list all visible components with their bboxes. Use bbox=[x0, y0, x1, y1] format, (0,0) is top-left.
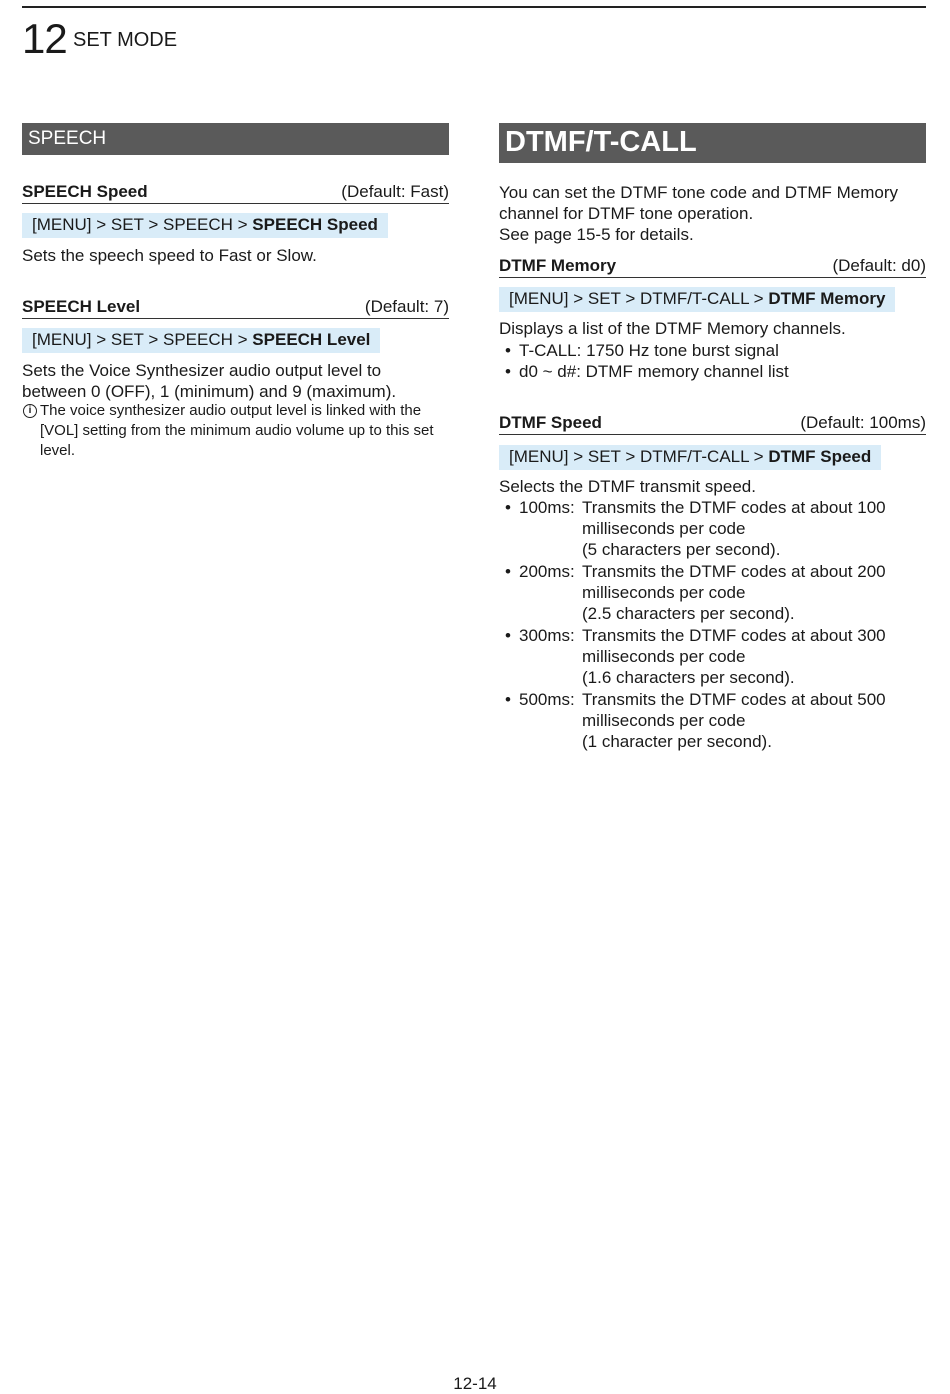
dtmf-section-title: DTMF/T-CALL bbox=[499, 123, 926, 163]
option-label: 200ms: bbox=[519, 562, 575, 581]
menu-path-item: SPEECH Speed bbox=[252, 215, 378, 234]
header-rule bbox=[22, 6, 926, 8]
option-desc: Transmits the DTMF codes at about 200 milliseconds per code bbox=[582, 562, 886, 602]
menu-path-item: DTMF Speed bbox=[768, 447, 872, 466]
menu-path-prefix: [MENU] > SET > DTMF/T-CALL > bbox=[509, 447, 769, 466]
menu-path-item: DTMF Memory bbox=[768, 289, 886, 308]
option-rate: (5 characters per second). bbox=[582, 540, 781, 559]
dtmf-memory-default: (Default: d0) bbox=[832, 256, 926, 275]
option-label: 300ms: bbox=[519, 626, 575, 645]
chapter-title: SET MODE bbox=[73, 29, 178, 51]
speech-speed-menu-path bbox=[22, 213, 388, 238]
dtmf-speed-menu-path bbox=[499, 445, 881, 470]
option-desc: Transmits the DTMF codes at about 500 milliseconds per code bbox=[582, 690, 886, 730]
page-number: 12-14 bbox=[453, 1374, 497, 1393]
dtmf-speed-description: Selects the DTMF transmit speed. bbox=[499, 477, 756, 496]
option-desc: Transmits the DTMF codes at about 300 milliseconds per code bbox=[582, 626, 886, 666]
dtmf-speed-default: (Default: 100ms) bbox=[800, 413, 926, 432]
speech-speed-heading bbox=[22, 182, 449, 204]
info-icon: i bbox=[23, 404, 37, 418]
speech-speed-default: (Default: Fast) bbox=[341, 182, 449, 201]
option-rate: (1 character per second). bbox=[582, 732, 772, 751]
speech-level-heading bbox=[22, 297, 449, 319]
option-label: 500ms: bbox=[519, 690, 575, 709]
option-rate: (2.5 characters per second). bbox=[582, 604, 795, 623]
option-desc: Transmits the DTMF codes at about 100 milliseconds per code bbox=[582, 498, 886, 538]
dtmf-intro: You can set the DTMF tone code and DTMF Memory channel for DTMF tone operation. bbox=[499, 183, 899, 223]
speech-level-default: (Default: 7) bbox=[364, 297, 449, 316]
dtmf-speed-heading bbox=[499, 413, 926, 435]
note-text: The voice synthesizer audio output level is linked with the [VOL] setting from the minimum audio volume up to this set level. bbox=[40, 402, 434, 459]
option-rate: (1.6 characters per second). bbox=[582, 668, 795, 687]
dtmf-memory-heading bbox=[499, 256, 926, 278]
menu-path-prefix: [MENU] > SET > SPEECH > bbox=[32, 215, 253, 234]
dtmf-speed-name: DTMF Speed bbox=[499, 413, 602, 432]
menu-path-prefix: [MENU] > SET > SPEECH > bbox=[32, 330, 253, 349]
dtmf-memory-name: DTMF Memory bbox=[499, 256, 617, 275]
menu-path-item: SPEECH Level bbox=[252, 330, 371, 349]
speech-level-name: SPEECH Level bbox=[22, 297, 141, 316]
dtmf-memory-menu-path bbox=[499, 287, 895, 312]
dtmf-memory-description: Displays a list of the DTMF Memory channels. bbox=[499, 319, 846, 338]
bullet-text: d0 ~ d#: DTMF memory channel list bbox=[519, 362, 789, 381]
chapter-number: 12 bbox=[22, 15, 67, 62]
menu-path-prefix: [MENU] > SET > DTMF/T-CALL > bbox=[509, 289, 769, 308]
speech-speed-name: SPEECH Speed bbox=[22, 182, 148, 201]
speech-level-note bbox=[22, 401, 449, 461]
speech-level-description: Sets the Voice Synthesizer audio output level to between 0 (OFF), 1 (minimum) and 9 (maximum). bbox=[22, 361, 397, 401]
speech-speed-description: Sets the speech speed to Fast or Slow. bbox=[22, 246, 317, 265]
dtmf-see-page: See page 15-5 for details. bbox=[499, 225, 694, 244]
option-label: 100ms: bbox=[519, 498, 575, 517]
speech-level-menu-path bbox=[22, 328, 380, 353]
speech-section-title: SPEECH bbox=[22, 123, 449, 155]
bullet-text: T-CALL: 1750 Hz tone burst signal bbox=[519, 341, 779, 360]
